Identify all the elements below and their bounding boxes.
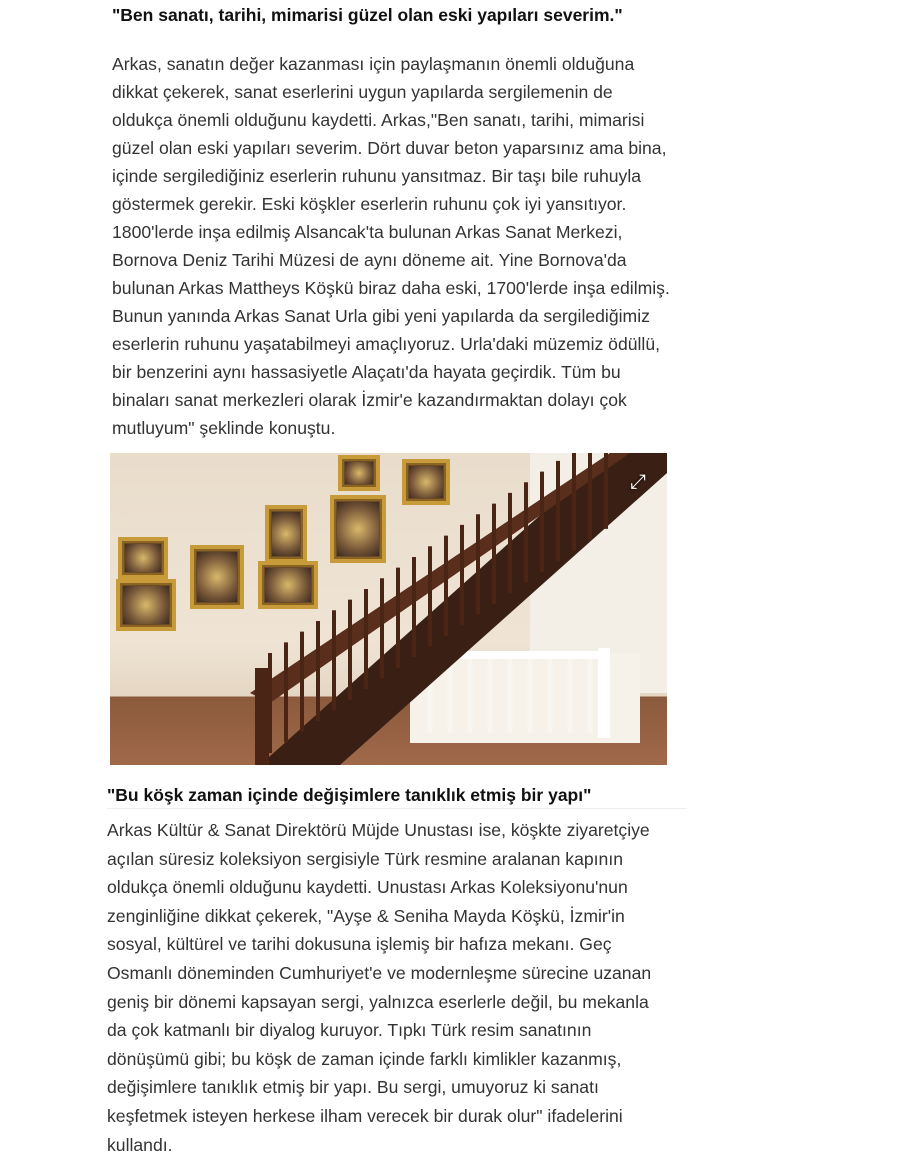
paragraph-line: Arkas, sanatın değer kazanması için paylaşmanın önemli olduğuna <box>112 54 635 74</box>
paragraph-line: bulunan Arkas Mattheys Köşkü biraz daha eski, 1700'lerde inşa edilmiş. <box>112 278 670 298</box>
paragraph-line: bir benzerini aynı hassasiyetle Alaçatı'da hayata geçirdik. Tüm bu <box>112 362 621 382</box>
paragraph-line: keşfetmek isteyen herkese ilham verecek bir durak olur" ifadelerini <box>107 1105 623 1126</box>
paragraph-line: dönüşümü gibi; bu köşk de zaman içinde farklı kimlikler kazanmış, <box>107 1048 622 1069</box>
divider <box>107 808 687 809</box>
paragraph-line: değişimlere tanıklık etmiş bir yapı. Bu sergi, umuyoruz ki sanatı <box>107 1077 599 1098</box>
paragraph-line: da çok katmanlı bir diyalog kuruyor. Tıpkı Türk resim sanatının <box>107 1020 592 1041</box>
paragraph-line: sosyal, kültürel ve tarihi dokusuna işlemiş bir hafıza mekanı. Geç <box>107 934 612 955</box>
paragraph-line: mutluyum" şeklinde konuştu. <box>112 418 336 438</box>
paragraph-line: Bunun yanında Arkas Sanat Urla gibi yeni yapılarda da sergilediğimiz <box>112 306 650 326</box>
paragraph-line: Osmanlı döneminden Cumhuriyet'e ve modernleşme sürecine uzanan <box>107 962 652 983</box>
article-photo[interactable] <box>110 453 667 765</box>
paragraph-line: zenginliğine dikkat çekerek, "Ayşe & Seniha Mayda Köşkü, İzmir'in <box>107 905 625 926</box>
paragraph-line: içinde sergilediğiniz eserlerin ruhunu yansıtmaz. Bir taşı bile ruhuyla <box>112 166 642 186</box>
paragraph-line: açılan süresiz koleksiyon sergisiyle Türk resmine aralanan kapının <box>107 848 624 869</box>
article-paragraph <box>107 816 651 1159</box>
paragraph-line: eserlerin ruhunu yaşatabilmeyi amaçlıyoruz. Urla'daki müzemiz ödüllü, <box>112 334 661 354</box>
paragraph-line: dikkat çekerek, sanat eserlerini uygun yapılarda sergilemenin de <box>112 82 613 102</box>
paragraph-line: göstermek gerekir. Eski köşkler eserlerin ruhunu çok iyi yansıtıyor. <box>112 194 627 214</box>
section-heading: "Ben sanatı, tarihi, mimarisi güzel olan eski yapıları severim." <box>112 5 623 25</box>
paragraph-line: kullandı. <box>107 1134 173 1155</box>
paragraph-line: oldukça önemli olduğunu kaydetti. Arkas,"Ben sanatı, tarihi, mimarisi <box>112 110 645 130</box>
staircase-illustration <box>110 453 667 765</box>
paragraph-line: geniş bir dönemi kapsayan sergi, yalnızca eserlerle değil, bu mekanla <box>107 991 649 1012</box>
paragraph-line: Arkas Kültür & Sanat Direktörü Müjde Unustası ise, köşkte ziyaretçiye <box>107 820 650 840</box>
paragraph-line: 1800'lerde inşa edilmiş Alsancak'ta bulunan Arkas Sanat Merkezi, <box>112 222 623 242</box>
article-paragraph <box>112 50 670 442</box>
paragraph-line: güzel olan eski yapıları severim. Dört duvar beton yaparsınız ama bina, <box>112 138 667 158</box>
paragraph-line: Bornova Deniz Tarihi Müzesi de aynı döneme ait. Yine Bornova'da <box>112 250 627 270</box>
paragraph-line: binaları sanat merkezleri olarak İzmir'e kazandırmaktan dolayı çok <box>112 390 627 410</box>
section-heading: "Bu köşk zaman içinde değişimlere tanıklık etmiş bir yapı" <box>107 785 592 805</box>
expand-icon[interactable]: ⤢ <box>630 471 646 493</box>
paragraph-line: oldukça önemli olduğunu kaydetti. Unustası Arkas Koleksiyonu'nun <box>107 877 628 898</box>
